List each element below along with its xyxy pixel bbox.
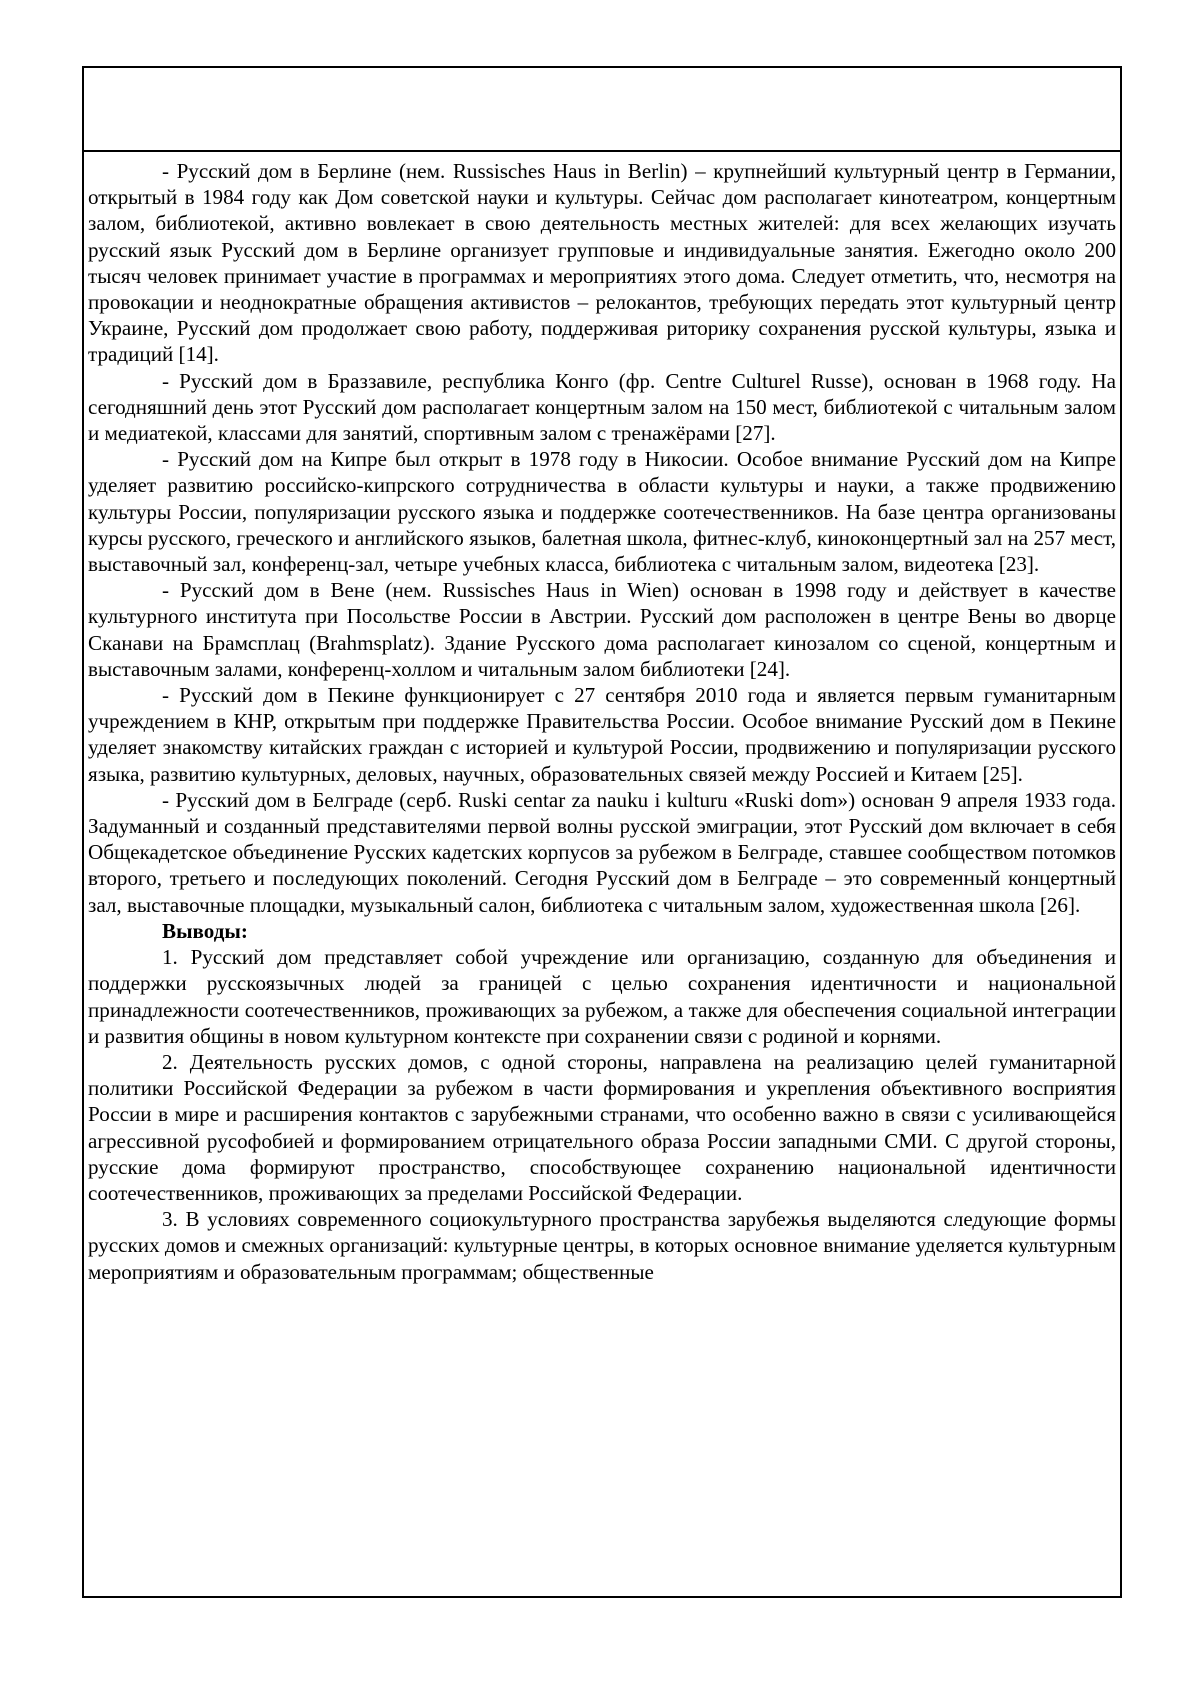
paragraph-berlin: - Русский дом в Берлине (нем. Russisches Haus in Berlin) – крупнейший культурный центр в Германии, открытый в 1984 году как Дом советской науки и культуры. Сейчас дом располагает кинотеатром, концертным залом, библиотекой, активно вовлекает в свою деятельность местных жителей: для всех желающих изучать русский язык Русский дом в Берлине организует групповые и индивидуальные занятия. Ежегодно около 200 тысяч человек принимает участие в программах и мероприятиях этого дома. Следует отметить, что, несмотря на провокации и неоднократные обращения активистов – релокантов, требующих передать этот культурный центр Украине, Русский дом продолжает свою работу, поддерживая риторику сохранения русской культуры, языка и традиций [14]. bbox=[88, 159, 1116, 367]
paragraph-belgrade: - Русский дом в Белграде (серб. Ruski centar za nauku i kulturu «Ruski dom») основан 9 апреля 1933 года. Задуманный и созданный представителями первой волны русской эмиграции, этот Русский дом включает в себя Общекадетское объединение Русских кадетских корпусов за рубежом в Белграде, ставшее сообществом потомков второго, третьего и последующих поколений. Сегодня Русский дом в Белграде – это современный концертный зал, выставочные площадки, музыкальный салон, библиотека с читальным залом, художественная школа [26]. bbox=[88, 787, 1116, 917]
paragraph-brazzaville: - Русский дом в Браззавиле, республика Конго (фр. Centre Culturel Russe), основан в 1968 году. На сегодняшний день этот Русский дом располагает концертным залом на 150 мест, библиотекой с читальным залом и медиатекой, классами для занятий, спортивным залом с тренажёрами [27]. bbox=[88, 368, 1116, 446]
paragraph-cyprus: - Русский дом на Кипре был открыт в 1978 году в Никосии. Особое внимание Русский дом на Кипре уделяет развитию российско-кипрского сотрудничества в области культуры и науки, а также продвижению культуры России, популяризации русского языка и поддержке соотечественников. На базе центра организованы курсы русского, греческого и английского языков, балетная школа, фитнес-клуб, киноконцертный зал на 257 мест, выставочный зал, конференц-зал, четыре учебных класса, библиотека с читальным залом, видеотека [23]. bbox=[88, 447, 1116, 577]
conclusion-2: 2. Деятельность русских домов, с одной стороны, направлена на реализацию целей гуманитарной политики Российской Федерации за рубежом в части формирования и укрепления объективного восприятия России в мире и расширения контактов с зарубежными странами, что особенно важно в связи с усиливающейся агрессивной русофобией и формированием отрицательного образа России западными СМИ. С другой стороны, русские дома формируют пространство, способствующее сохранению национальной идентичности соотечественников, проживающих за пределами Российской Федерации. bbox=[88, 1049, 1116, 1205]
paragraph-vienna: - Русский дом в Вене (нем. Russisches Haus in Wien) основан в 1998 году и действует в качестве культурного института при Посольстве России в Австрии. Русский дом расположен в центре Вены во дворце Сканави на Брамсплац (Brahmsplatz). Здание Русского дома располагает кинозалом со сценой, концертным и выставочным залами, конференц-холлом и читальным залом библиотеки [24]. bbox=[88, 578, 1116, 681]
header-box bbox=[84, 68, 1120, 152]
conclusions-heading: Выводы: bbox=[162, 918, 248, 943]
page-frame bbox=[82, 66, 1122, 1598]
document-body bbox=[88, 158, 1116, 1285]
conclusion-1: 1. Русский дом представляет собой учреждение или организацию, созданную для объединения и поддержки русскоязычных людей за границей с целью сохранения идентичности и национальной принадлежности соотечественников, проживающих за рубежом, а также для обеспечения социальной интеграции и развития общины в новом культурном контексте при сохранении связи с родиной и корнями. bbox=[88, 945, 1116, 1048]
conclusion-3: 3. В условиях современного социокультурного пространства зарубежья выделяются следующие формы русских домов и смежных организаций: культурные центры, в которых основное внимание уделяется культурным мероприятиям и образовательным программам; общественные bbox=[88, 1207, 1116, 1284]
paragraph-beijing: - Русский дом в Пекине функционирует с 27 сентября 2010 года и является первым гуманитарным учреждением в КНР, открытым при поддержке Правительства России. Особое внимание Русский дом в Пекине уделяет знакомству китайских граждан с историей и культурой России, продвижению и популяризации русского языка, развитию культурных, деловых, научных, образовательных связей между Россией и Китаем [25]. bbox=[88, 683, 1116, 786]
